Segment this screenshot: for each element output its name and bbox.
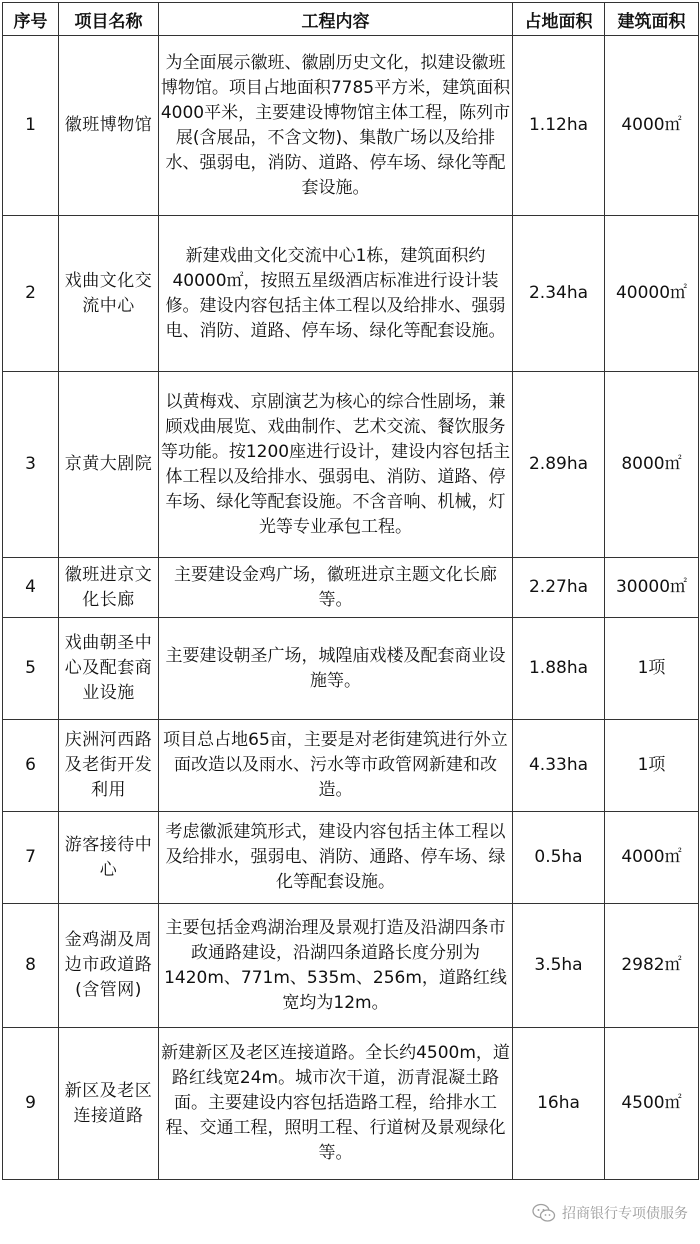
cell-seq: 5 xyxy=(3,618,59,720)
cell-name: 新区及老区连接道路 xyxy=(59,1028,159,1180)
header-seq: 序号 xyxy=(3,3,59,36)
header-building-area: 建筑面积 xyxy=(605,3,699,36)
cell-name: 游客接待中心 xyxy=(59,812,159,904)
cell-seq: 3 xyxy=(3,372,59,558)
wechat-icon xyxy=(532,1203,556,1223)
projects-table xyxy=(2,2,699,1180)
cell-seq: 1 xyxy=(3,36,59,216)
cell-land-area: 3.5ha xyxy=(513,904,605,1028)
watermark xyxy=(532,1200,688,1226)
cell-name: 庆洲河西路及老街开发利用 xyxy=(59,720,159,812)
cell-name: 金鸡湖及周边市政道路(含管网) xyxy=(59,904,159,1028)
cell-building-area: 4000㎡ xyxy=(605,36,699,216)
table-row xyxy=(3,372,699,558)
cell-land-area: 2.27ha xyxy=(513,558,605,618)
cell-name: 京黄大剧院 xyxy=(59,372,159,558)
header-row xyxy=(3,3,699,36)
cell-building-area: 4000㎡ xyxy=(605,812,699,904)
header-content: 工程内容 xyxy=(159,3,513,36)
cell-name: 戏曲朝圣中心及配套商业设施 xyxy=(59,618,159,720)
cell-name: 戏曲文化交流中心 xyxy=(59,216,159,372)
table-row xyxy=(3,216,699,372)
cell-land-area: 2.34ha xyxy=(513,216,605,372)
table-row xyxy=(3,36,699,216)
cell-seq: 6 xyxy=(3,720,59,812)
cell-content: 考虑徽派建筑形式，建设内容包括主体工程以及给排水，强弱电、消防、通路、停车场、绿化等配套设施。 xyxy=(159,812,513,904)
cell-land-area: 2.89ha xyxy=(513,372,605,558)
cell-land-area: 1.88ha xyxy=(513,618,605,720)
cell-land-area: 1.12ha xyxy=(513,36,605,216)
header-name: 项目名称 xyxy=(59,3,159,36)
cell-seq: 9 xyxy=(3,1028,59,1180)
cell-seq: 2 xyxy=(3,216,59,372)
cell-land-area: 0.5ha xyxy=(513,812,605,904)
header-land-area: 占地面积 xyxy=(513,3,605,36)
cell-building-area: 4500㎡ xyxy=(605,1028,699,1180)
table-row xyxy=(3,720,699,812)
table-row xyxy=(3,558,699,618)
cell-building-area: 1项 xyxy=(605,618,699,720)
cell-building-area: 40000㎡ xyxy=(605,216,699,372)
cell-name: 徽班进京文化长廊 xyxy=(59,558,159,618)
cell-land-area: 16ha xyxy=(513,1028,605,1180)
cell-content: 主要建设金鸡广场，徽班进京主题文化长廊等。 xyxy=(159,558,513,618)
cell-seq: 7 xyxy=(3,812,59,904)
cell-seq: 8 xyxy=(3,904,59,1028)
cell-content: 新建新区及老区连接道路。全长约4500m，道路红线宽24m。城市次干道，沥青混凝土路面。主要建设内容包括造路工程，给排水工程、交通工程，照明工程、行道树及景观绿化等。 xyxy=(159,1028,513,1180)
table-row xyxy=(3,1028,699,1180)
table-row xyxy=(3,904,699,1028)
cell-content: 以黄梅戏、京剧演艺为核心的综合性剧场，兼顾戏曲展览、戏曲制作、艺术交流、餐饮服务等功能。按1200座进行设计，建设内容包括主体工程以及给排水、强弱电、消防、道路、停车场、绿化等配套设施。不含音响、机械，灯光等专业承包工程。 xyxy=(159,372,513,558)
table-row xyxy=(3,812,699,904)
cell-content: 为全面展示徽班、徽剧历史文化，拟建设徽班博物馆。项目占地面积7785平方米，建筑面积4000平米，主要建设博物馆主体工程，陈列市展(含展品，不含文物)、集散广场以及给排水、强弱电，消防、道路、停车场、绿化等配套设施。 xyxy=(159,36,513,216)
table-row xyxy=(3,618,699,720)
cell-land-area: 4.33ha xyxy=(513,720,605,812)
watermark-text: 招商银行专项债服务 xyxy=(562,1206,688,1222)
cell-building-area: 1项 xyxy=(605,720,699,812)
cell-content: 主要建设朝圣广场，城隍庙戏楼及配套商业设施等。 xyxy=(159,618,513,720)
cell-building-area: 2982㎡ xyxy=(605,904,699,1028)
cell-building-area: 30000㎡ xyxy=(605,558,699,618)
cell-name: 徽班博物馆 xyxy=(59,36,159,216)
cell-content: 主要包括金鸡湖治理及景观打造及沿湖四条市政通路建设，沿湖四条道路长度分别为1420m、771m、535m、256m，道路红线宽均为12m。 xyxy=(159,904,513,1028)
cell-seq: 4 xyxy=(3,558,59,618)
cell-content: 新建戏曲文化交流中心1栋，建筑面积约40000㎡，按照五星级酒店标准进行设计装修。建设内容包括主体工程以及给排水、强弱电、消防、道路、停车场、绿化等配套设施。 xyxy=(159,216,513,372)
cell-building-area: 8000㎡ xyxy=(605,372,699,558)
cell-content: 项目总占地65亩，主要是对老街建筑进行外立面改造以及雨水、污水等市政管网新建和改造。 xyxy=(159,720,513,812)
